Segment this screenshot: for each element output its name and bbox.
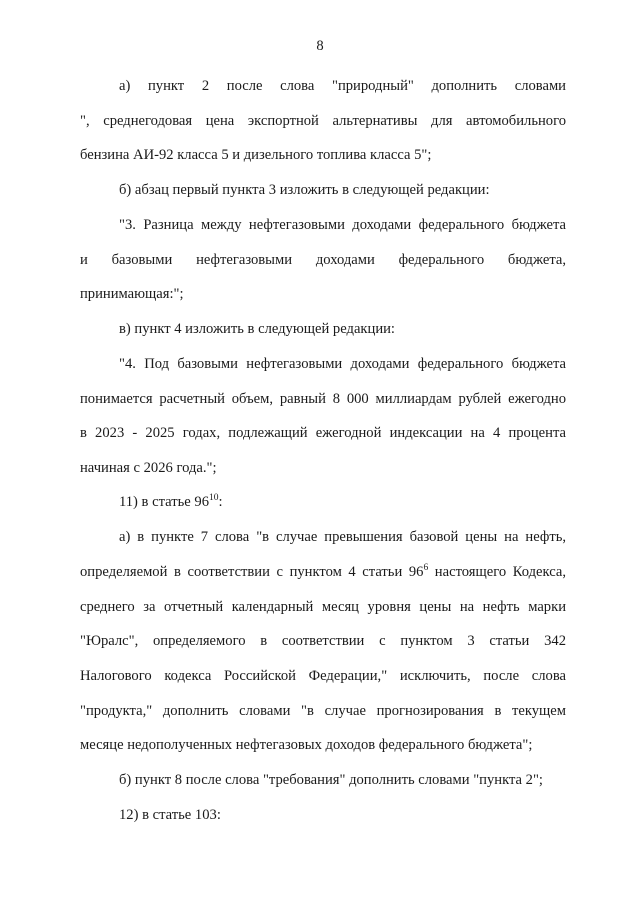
text-line: в 2023 - 2025 годах, подлежащий ежегодной индексации на 4 процента — [80, 425, 566, 441]
text-line: б) пункт 8 после слова "требования" дополнить словами "пункта 2"; — [119, 772, 543, 788]
text-line: ", среднегодовая цена экспортной альтернативы для автомобильного — [80, 113, 566, 129]
text-line: а) пункт 2 после слова "природный" дополнить словами — [119, 78, 566, 94]
text-line: 12) в статье 103: — [119, 807, 221, 823]
text-line: начиная с 2026 года."; — [80, 460, 217, 476]
text-segment: : — [218, 494, 223, 510]
text-line — [119, 494, 566, 511]
text-line: принимающая:"; — [80, 286, 184, 302]
text-line: б) абзац первый пункта 3 изложить в следующей редакции: — [119, 182, 490, 198]
text-line: "продукта," дополнить словами "в случае прогнозирования в текущем — [80, 703, 566, 719]
text-line: месяце недополученных нефтегазовых доходов федерального бюджета"; — [80, 737, 533, 753]
superscript: 10 — [209, 493, 219, 503]
text-line: бензина АИ-92 класса 5 и дизельного топлива класса 5"; — [80, 147, 432, 163]
text-line: Налогового кодекса Российской Федерации," исключить, после слова — [80, 668, 566, 684]
text-segment: настоящего Кодекса, — [428, 564, 566, 580]
text-line: и базовыми нефтегазовыми доходами федерального бюджета, — [80, 252, 566, 268]
text-line: "Юралс", определяемого в соответствии с пунктом 3 статьи 342 — [80, 633, 566, 649]
page-number: 8 — [316, 38, 324, 54]
superscript: 6 — [423, 563, 429, 573]
text-line: "4. Под базовыми нефтегазовыми доходами федерального бюджета — [119, 356, 566, 372]
text-line: в) пункт 4 изложить в следующей редакции: — [119, 321, 395, 337]
text-line: среднего за отчетный календарный месяц уровня цены на нефть марки — [80, 599, 566, 615]
text-line: а) в пункте 7 слова "в случае превышения базовой цены на нефть, — [119, 529, 566, 545]
text-line: понимается расчетный объем, равный 8 000 миллиардам рублей ежегодно — [80, 391, 566, 407]
text-segment: определяемой в соответствии с пунктом 4 статьи 96 — [80, 564, 424, 580]
text-line — [80, 564, 566, 581]
text-segment: 11) в статье 96 — [119, 494, 209, 510]
text-line: "3. Разница между нефтегазовыми доходами федерального бюджета — [119, 217, 566, 233]
